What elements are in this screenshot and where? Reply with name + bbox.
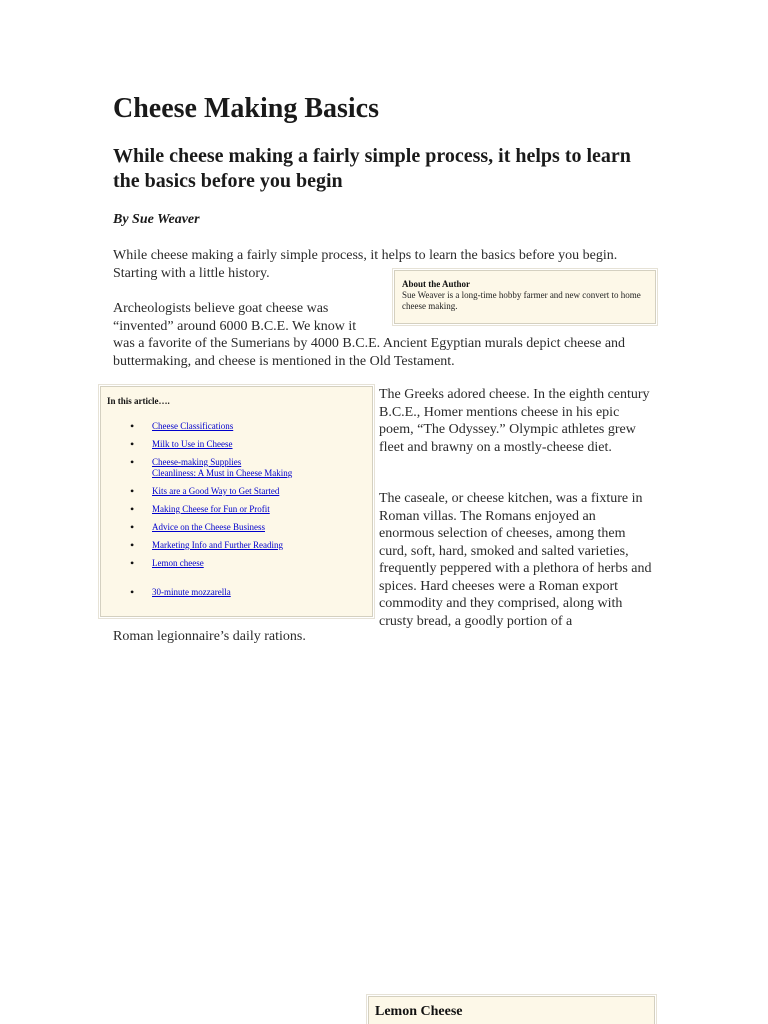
link-milk-to-use[interactable]: Milk to Use in Cheese: [152, 439, 233, 449]
bullet-icon: •: [130, 585, 135, 599]
bullet-icon: •: [130, 419, 135, 433]
link-30-minute-mozzarella[interactable]: 30-minute mozzarella: [152, 587, 231, 597]
bullet-icon: •: [130, 437, 135, 451]
link-marketing-info[interactable]: Marketing Info and Further Reading: [152, 540, 283, 550]
bullet-icon: •: [130, 556, 135, 570]
about-the-author-box: [394, 270, 656, 324]
link-advice-cheese-business[interactable]: Advice on the Cheese Business: [152, 522, 265, 532]
link-cheese-making-supplies[interactable]: Cheese-making Supplies: [152, 457, 242, 467]
article-subtitle: While cheese making a fairly simple process, it helps to learn the basics before you begin: [113, 145, 631, 192]
in-this-article-box: [100, 386, 373, 617]
list-item: [107, 587, 366, 598]
lemon-cheese-box: [368, 996, 655, 1024]
list-item: [107, 457, 366, 479]
about-the-author-text: Sue Weaver is a long-time hobby farmer and new convert to home cheese making.: [402, 290, 641, 311]
link-making-cheese-fun-profit[interactable]: Making Cheese for Fun or Profit: [152, 504, 270, 514]
paragraph-greeks: The Greeks adored cheese. In the eighth century B.C.E., Homer mentions cheese in his epic poem, “The Odyssey.” Olympic athletes grew fleet and brawny on a mostly-cheese diet.: [379, 387, 650, 455]
bullet-icon: •: [130, 520, 135, 534]
paragraph-romans: The caseale, or cheese kitchen, was a fixture in Roman villas. The Romans enjoyed an enormous selection of cheeses, among them curd, soft, hard, smoked and salted varieties, frequently peppered with a plethora of herbs and spices. Hard cheeses were a Roman export commodity and they comprised, along with crusty bread, a goodly portion of a: [379, 491, 652, 629]
link-kits[interactable]: Kits are a Good Way to Get Started: [152, 486, 280, 496]
bullet-icon: •: [130, 455, 135, 469]
in-this-article-heading: In this article….: [107, 396, 170, 406]
list-item: [107, 522, 366, 533]
list-item: [107, 504, 366, 515]
link-cheese-classifications[interactable]: Cheese Classifications: [152, 421, 234, 431]
paragraph-archeologists-text: Archeologists believe goat cheese was “invented” around 6000 B.C.E. We know it was a favorite of the Sumerians by 4000 B.C.E. Ancient Egyptian murals depict cheese and buttermaking, and cheese is mentioned in the Old Testament.: [113, 301, 626, 369]
bullet-icon: •: [130, 502, 135, 516]
article-title: Cheese Making Basics: [113, 93, 379, 124]
article-byline: By Sue Weaver: [113, 212, 200, 227]
link-lemon-cheese[interactable]: Lemon cheese: [152, 558, 204, 568]
bullet-icon: •: [130, 484, 135, 498]
list-item: [107, 439, 366, 450]
list-item: [107, 421, 366, 432]
lemon-cheese-heading: Lemon Cheese: [375, 1004, 463, 1019]
list-item: [107, 558, 366, 569]
paragraph-intro: While cheese making a fairly simple process, it helps to learn the basics before you begin. Starting with a little history.: [113, 248, 618, 281]
link-cleanliness[interactable]: Cleanliness: A Must in Cheese Making: [152, 468, 293, 478]
bullet-icon: •: [130, 538, 135, 552]
paragraph-romans-continued: Roman legionnaire’s daily rations.: [113, 629, 306, 644]
about-the-author-heading: About the Author: [402, 279, 471, 289]
article-links-list: [107, 421, 366, 598]
list-item: [107, 486, 366, 497]
list-item: [107, 540, 366, 551]
